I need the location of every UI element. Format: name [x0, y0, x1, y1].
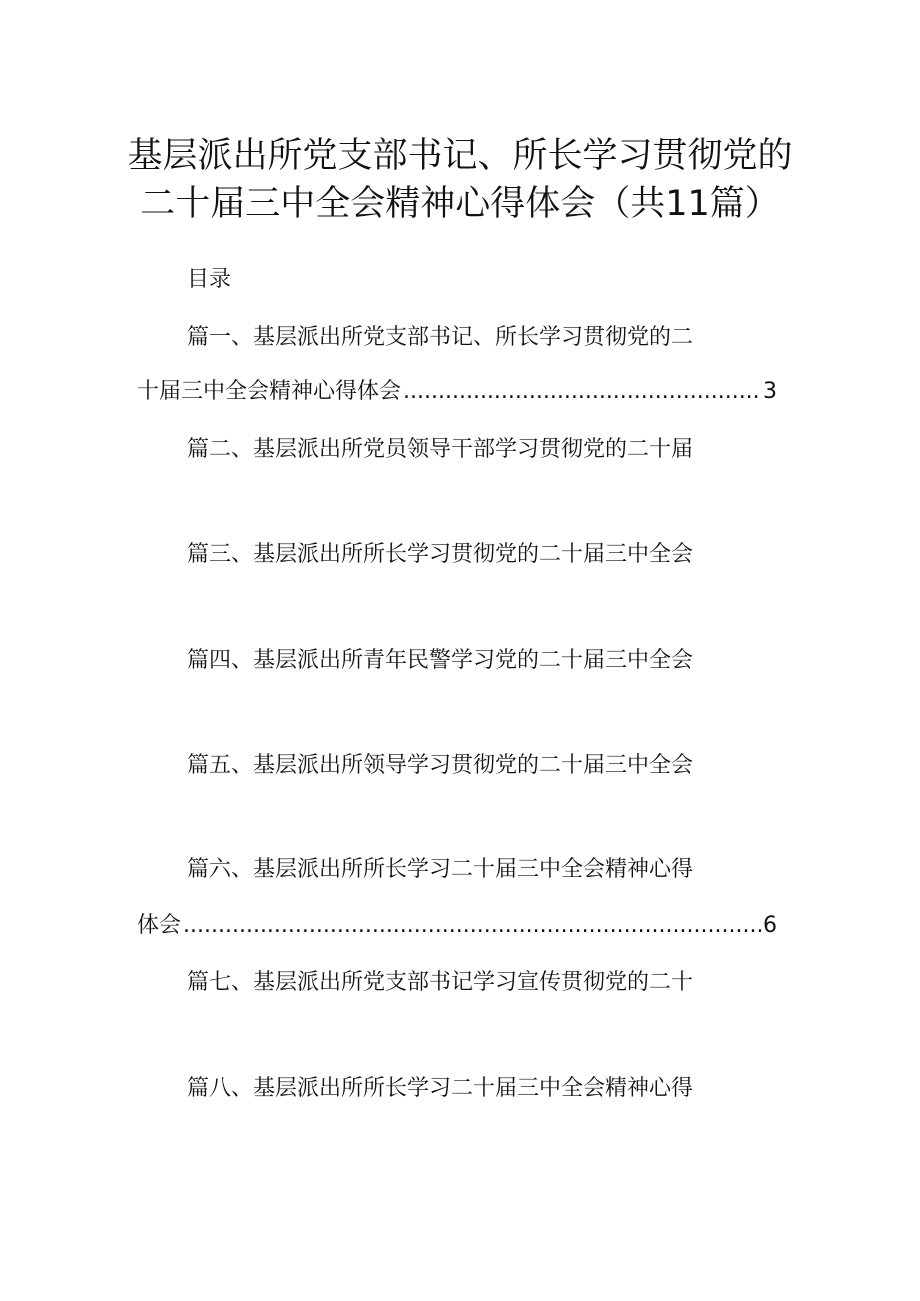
toc-entry-1-page-number: 3: [763, 379, 777, 404]
document-title-line-2: 二十届三中全会精神心得体会（共11篇）: [140, 184, 780, 224]
toc-entry-8[interactable]: 篇八、基层派出所所长学习二十届三中全会精神心得: [187, 1076, 694, 1101]
document-title-line-1: 基层派出所党支部书记、所长学习贯彻党的: [127, 136, 793, 176]
toc-entry-6-continuation-text: 体会: [137, 913, 182, 938]
toc-entry-6-continuation[interactable]: [137, 910, 777, 942]
toc-entry-1-continuation[interactable]: [137, 376, 777, 408]
toc-entry-1-continuation-text: 十届三中全会精神心得体会: [137, 379, 402, 404]
toc-entry-5[interactable]: 篇五、基层派出所领导学习贯彻党的二十届三中全会: [187, 753, 694, 778]
toc-dot-leader: [183, 910, 761, 942]
toc-entry-4[interactable]: 篇四、基层派出所青年民警学习党的二十届三中全会: [187, 648, 694, 673]
toc-entry-2[interactable]: 篇二、基层派出所党员领导干部学习贯彻党的二十届: [187, 437, 694, 462]
toc-entry-6-page-number: 6: [763, 913, 777, 938]
toc-entry-1[interactable]: 篇一、基层派出所党支部书记、所长学习贯彻党的二: [187, 325, 694, 350]
toc-entry-6[interactable]: 篇六、基层派出所所长学习二十届三中全会精神心得: [187, 857, 694, 882]
toc-entry-7[interactable]: 篇七、基层派出所党支部书记学习宣传贯彻党的二十: [187, 970, 694, 995]
toc-dot-leader: [403, 376, 761, 408]
toc-entry-3[interactable]: 篇三、基层派出所所长学习贯彻党的二十届三中全会: [187, 542, 694, 567]
toc-heading: 目录: [187, 267, 232, 292]
